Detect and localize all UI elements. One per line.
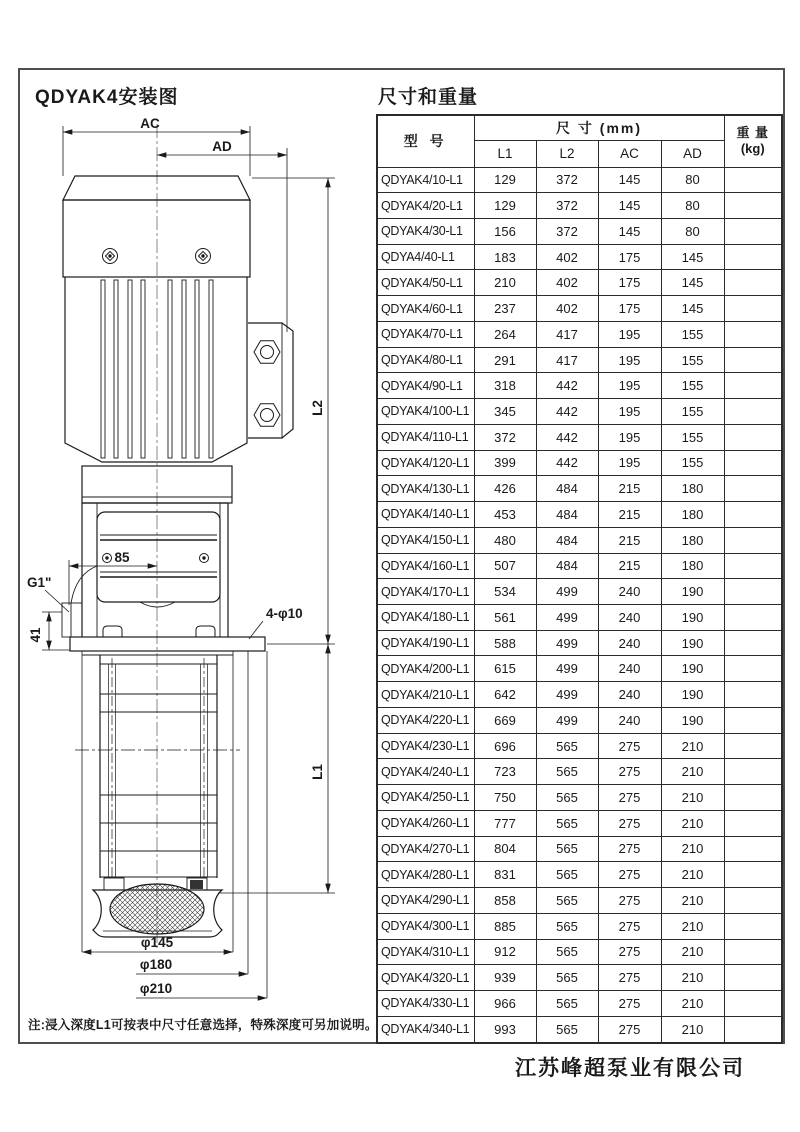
- value-cell: 499: [536, 682, 598, 708]
- model-cell: QDYAK4/340-L1: [377, 1016, 474, 1043]
- value-cell: 155: [661, 373, 724, 399]
- table-row: [377, 656, 782, 682]
- weight-cell: [724, 579, 782, 605]
- value-cell: 190: [661, 656, 724, 682]
- header-col-l1: L1: [474, 140, 536, 167]
- weight-cell: [724, 913, 782, 939]
- value-cell: 80: [661, 167, 724, 193]
- port-label-g1: G1": [27, 575, 52, 590]
- value-cell: 210: [661, 939, 724, 965]
- value-cell: 507: [474, 553, 536, 579]
- header-dims-group: 尺 寸 (mm): [474, 115, 724, 140]
- dim-label-ad: AD: [212, 139, 232, 154]
- table-row: [377, 244, 782, 270]
- model-cell: QDYAK4/190-L1: [377, 630, 474, 656]
- weight-cell: [724, 707, 782, 733]
- weight-cell: [724, 656, 782, 682]
- value-cell: 210: [661, 888, 724, 914]
- value-cell: 145: [598, 218, 661, 244]
- value-cell: 175: [598, 270, 661, 296]
- value-cell: 210: [661, 862, 724, 888]
- value-cell: 345: [474, 399, 536, 425]
- weight-cell: [724, 193, 782, 219]
- value-cell: 80: [661, 218, 724, 244]
- value-cell: 939: [474, 965, 536, 991]
- weight-cell: [724, 604, 782, 630]
- model-cell: QDYAK4/60-L1: [377, 296, 474, 322]
- table-row: [377, 424, 782, 450]
- value-cell: 190: [661, 682, 724, 708]
- value-cell: 155: [661, 450, 724, 476]
- table-row: [377, 965, 782, 991]
- model-cell: QDYAK4/100-L1: [377, 399, 474, 425]
- table-row: [377, 399, 782, 425]
- cap-screw-icon: [103, 249, 118, 264]
- dim-label-85: 85: [114, 550, 130, 565]
- value-cell: 155: [661, 399, 724, 425]
- header-weight: [724, 115, 782, 167]
- weight-cell: [724, 373, 782, 399]
- value-cell: 696: [474, 733, 536, 759]
- value-cell: 565: [536, 888, 598, 914]
- value-cell: 210: [661, 810, 724, 836]
- value-cell: 777: [474, 810, 536, 836]
- table-row: [377, 733, 782, 759]
- table-row: [377, 785, 782, 811]
- value-cell: 215: [598, 527, 661, 553]
- value-cell: 275: [598, 785, 661, 811]
- value-cell: 484: [536, 527, 598, 553]
- dimension-lines: [42, 126, 335, 998]
- value-cell: 402: [536, 270, 598, 296]
- value-cell: 484: [536, 502, 598, 528]
- weight-cell: [724, 836, 782, 862]
- value-cell: 210: [661, 1016, 724, 1043]
- value-cell: 240: [598, 604, 661, 630]
- table-row: [377, 450, 782, 476]
- model-cell: QDYAK4/330-L1: [377, 991, 474, 1017]
- table-row: [377, 167, 782, 193]
- weight-cell: [724, 733, 782, 759]
- table-title: 尺寸和重量: [378, 87, 479, 108]
- weight-cell: [724, 450, 782, 476]
- weight-cell: [724, 270, 782, 296]
- value-cell: 499: [536, 630, 598, 656]
- table-row: [377, 836, 782, 862]
- value-cell: 155: [661, 321, 724, 347]
- value-cell: 669: [474, 707, 536, 733]
- value-cell: 499: [536, 604, 598, 630]
- model-cell: QDYAK4/310-L1: [377, 939, 474, 965]
- model-cell: QDYAK4/10-L1: [377, 167, 474, 193]
- footnote: 注:浸入深度L1可按表中尺寸任意选择，特殊深度可另加说明。: [28, 1018, 378, 1032]
- weight-cell: [724, 167, 782, 193]
- table-row: [377, 707, 782, 733]
- model-cell: QDYAK4/90-L1: [377, 373, 474, 399]
- value-cell: 264: [474, 321, 536, 347]
- table-row: [377, 296, 782, 322]
- header-weight-line1: 重 量: [736, 125, 770, 140]
- weight-cell: [724, 321, 782, 347]
- value-cell: 402: [536, 296, 598, 322]
- dim-label-ac: AC: [140, 116, 160, 131]
- table-row: [377, 630, 782, 656]
- value-cell: 180: [661, 476, 724, 502]
- value-cell: 275: [598, 913, 661, 939]
- value-cell: 145: [661, 270, 724, 296]
- value-cell: 195: [598, 424, 661, 450]
- model-cell: QDYA4/40-L1: [377, 244, 474, 270]
- value-cell: 565: [536, 759, 598, 785]
- model-cell: QDYAK4/80-L1: [377, 347, 474, 373]
- model-cell: QDYAK4/200-L1: [377, 656, 474, 682]
- model-cell: QDYAK4/210-L1: [377, 682, 474, 708]
- model-cell: QDYAK4/300-L1: [377, 913, 474, 939]
- value-cell: 210: [661, 759, 724, 785]
- weight-cell: [724, 218, 782, 244]
- dim-label-41: 41: [28, 627, 43, 643]
- value-cell: 561: [474, 604, 536, 630]
- value-cell: 145: [661, 296, 724, 322]
- holes-label: 4-φ10: [266, 606, 303, 621]
- terminal-box-bolt-icon: [254, 341, 280, 364]
- value-cell: 215: [598, 553, 661, 579]
- table-row: [377, 759, 782, 785]
- weight-cell: [724, 888, 782, 914]
- model-cell: QDYAK4/220-L1: [377, 707, 474, 733]
- model-cell: QDYAK4/240-L1: [377, 759, 474, 785]
- value-cell: 442: [536, 450, 598, 476]
- value-cell: 190: [661, 604, 724, 630]
- weight-cell: [724, 399, 782, 425]
- model-cell: QDYAK4/140-L1: [377, 502, 474, 528]
- value-cell: 195: [598, 373, 661, 399]
- value-cell: 966: [474, 991, 536, 1017]
- header-weight-line2: (kg): [740, 141, 765, 157]
- value-cell: 155: [661, 424, 724, 450]
- value-cell: 565: [536, 1016, 598, 1043]
- value-cell: 372: [536, 193, 598, 219]
- company-name: 江苏峰超泵业有限公司: [515, 1057, 745, 1080]
- value-cell: 565: [536, 965, 598, 991]
- model-cell: QDYAK4/170-L1: [377, 579, 474, 605]
- model-cell: QDYAK4/130-L1: [377, 476, 474, 502]
- weight-cell: [724, 502, 782, 528]
- table-row: [377, 373, 782, 399]
- tie-rods: [109, 658, 208, 877]
- value-cell: 275: [598, 862, 661, 888]
- value-cell: 210: [661, 785, 724, 811]
- value-cell: 499: [536, 579, 598, 605]
- value-cell: 499: [536, 707, 598, 733]
- value-cell: 442: [536, 373, 598, 399]
- table-row: [377, 476, 782, 502]
- weight-cell: [724, 1016, 782, 1043]
- weight-cell: [724, 347, 782, 373]
- weight-cell: [724, 527, 782, 553]
- value-cell: 240: [598, 656, 661, 682]
- pump-outline: [62, 176, 293, 952]
- table-row: [377, 862, 782, 888]
- foot-bolt: [103, 626, 122, 637]
- value-cell: 275: [598, 1016, 661, 1043]
- value-cell: 240: [598, 682, 661, 708]
- table-row: [377, 193, 782, 219]
- value-cell: 275: [598, 965, 661, 991]
- table-row: [377, 810, 782, 836]
- table-row: [377, 347, 782, 373]
- table-row: [377, 527, 782, 553]
- model-cell: QDYAK4/250-L1: [377, 785, 474, 811]
- value-cell: 499: [536, 656, 598, 682]
- outlet-port: [71, 566, 97, 637]
- dim-label-d180: φ180: [139, 957, 173, 972]
- value-cell: 372: [536, 218, 598, 244]
- value-cell: 275: [598, 939, 661, 965]
- value-cell: 417: [536, 347, 598, 373]
- value-cell: 175: [598, 296, 661, 322]
- terminal-box-bolt-icon: [254, 404, 280, 427]
- model-cell: QDYAK4/160-L1: [377, 553, 474, 579]
- weight-cell: [724, 965, 782, 991]
- table-row: [377, 682, 782, 708]
- weight-cell: [724, 296, 782, 322]
- value-cell: 240: [598, 707, 661, 733]
- value-cell: 480: [474, 527, 536, 553]
- value-cell: 183: [474, 244, 536, 270]
- value-cell: 453: [474, 502, 536, 528]
- value-cell: 565: [536, 991, 598, 1017]
- value-cell: 210: [474, 270, 536, 296]
- pump-stage-lines: [100, 664, 217, 877]
- value-cell: 80: [661, 193, 724, 219]
- value-cell: 442: [536, 399, 598, 425]
- model-cell: QDYAK4/50-L1: [377, 270, 474, 296]
- weight-cell: [724, 991, 782, 1017]
- value-cell: 565: [536, 785, 598, 811]
- model-cell: QDYAK4/280-L1: [377, 862, 474, 888]
- motor-cap-body: [63, 200, 250, 277]
- value-cell: 190: [661, 579, 724, 605]
- value-cell: 210: [661, 991, 724, 1017]
- value-cell: 588: [474, 630, 536, 656]
- value-cell: 372: [536, 167, 598, 193]
- value-cell: 565: [536, 836, 598, 862]
- value-cell: 484: [536, 553, 598, 579]
- model-cell: QDYAK4/110-L1: [377, 424, 474, 450]
- head-screw-icon: [200, 554, 209, 563]
- weight-cell: [724, 785, 782, 811]
- value-cell: 210: [661, 733, 724, 759]
- table-row: [377, 321, 782, 347]
- model-cell: QDYAK4/290-L1: [377, 888, 474, 914]
- value-cell: 804: [474, 836, 536, 862]
- value-cell: 195: [598, 450, 661, 476]
- value-cell: 195: [598, 347, 661, 373]
- value-cell: 565: [536, 862, 598, 888]
- table-row: [377, 218, 782, 244]
- value-cell: 275: [598, 759, 661, 785]
- table-row: [377, 604, 782, 630]
- motor-body: [65, 277, 247, 462]
- model-cell: QDYAK4/70-L1: [377, 321, 474, 347]
- weight-cell: [724, 862, 782, 888]
- model-cell: QDYAK4/320-L1: [377, 965, 474, 991]
- model-cell: QDYAK4/150-L1: [377, 527, 474, 553]
- value-cell: 885: [474, 913, 536, 939]
- dimensions-table: [376, 114, 783, 1044]
- value-cell: 240: [598, 579, 661, 605]
- table-row: [377, 913, 782, 939]
- value-cell: 723: [474, 759, 536, 785]
- value-cell: 180: [661, 527, 724, 553]
- value-cell: 402: [536, 244, 598, 270]
- value-cell: 372: [474, 424, 536, 450]
- value-cell: 565: [536, 810, 598, 836]
- header-col-ad: AD: [661, 140, 724, 167]
- value-cell: 215: [598, 502, 661, 528]
- value-cell: 642: [474, 682, 536, 708]
- weight-cell: [724, 424, 782, 450]
- diagram-title: QDYAK4安装图: [35, 87, 179, 108]
- value-cell: 129: [474, 193, 536, 219]
- model-cell: QDYAK4/270-L1: [377, 836, 474, 862]
- value-cell: 195: [598, 399, 661, 425]
- strainer-mesh: [110, 884, 204, 934]
- model-cell: QDYAK4/230-L1: [377, 733, 474, 759]
- value-cell: 858: [474, 888, 536, 914]
- cap-screw-icon: [196, 249, 211, 264]
- value-cell: 565: [536, 733, 598, 759]
- value-cell: 484: [536, 476, 598, 502]
- value-cell: 750: [474, 785, 536, 811]
- dim-label-d145: φ145: [140, 935, 174, 950]
- value-cell: 145: [598, 193, 661, 219]
- value-cell: 180: [661, 502, 724, 528]
- value-cell: 195: [598, 321, 661, 347]
- value-cell: 145: [598, 167, 661, 193]
- foot-bolt: [196, 626, 215, 637]
- value-cell: 534: [474, 579, 536, 605]
- model-cell: QDYAK4/20-L1: [377, 193, 474, 219]
- weight-cell: [724, 630, 782, 656]
- weight-cell: [724, 810, 782, 836]
- value-cell: 155: [661, 347, 724, 373]
- value-cell: 215: [598, 476, 661, 502]
- table-row: [377, 502, 782, 528]
- value-cell: 190: [661, 630, 724, 656]
- mounting-plate: [70, 637, 265, 651]
- model-cell: QDYAK4/30-L1: [377, 218, 474, 244]
- value-cell: 318: [474, 373, 536, 399]
- value-cell: 210: [661, 913, 724, 939]
- weight-cell: [724, 759, 782, 785]
- value-cell: 417: [536, 321, 598, 347]
- table-row: [377, 579, 782, 605]
- value-cell: 275: [598, 991, 661, 1017]
- value-cell: 615: [474, 656, 536, 682]
- value-cell: 275: [598, 888, 661, 914]
- header-model: 型 号: [377, 115, 474, 167]
- value-cell: 175: [598, 244, 661, 270]
- model-cell: QDYAK4/260-L1: [377, 810, 474, 836]
- table-row: [377, 939, 782, 965]
- header-col-ac: AC: [598, 140, 661, 167]
- value-cell: 831: [474, 862, 536, 888]
- weight-cell: [724, 244, 782, 270]
- dim-label-l1: L1: [310, 764, 325, 780]
- value-cell: 145: [661, 244, 724, 270]
- value-cell: 565: [536, 939, 598, 965]
- value-cell: 275: [598, 810, 661, 836]
- value-cell: 237: [474, 296, 536, 322]
- value-cell: 156: [474, 218, 536, 244]
- dim-label-l2: L2: [310, 400, 325, 416]
- value-cell: 275: [598, 733, 661, 759]
- table-row: [377, 888, 782, 914]
- table-row: [377, 991, 782, 1017]
- value-cell: 426: [474, 476, 536, 502]
- value-cell: 210: [661, 836, 724, 862]
- value-cell: 291: [474, 347, 536, 373]
- value-cell: 399: [474, 450, 536, 476]
- dimension-labels: [27, 116, 325, 996]
- dim-label-d210: φ210: [139, 981, 173, 996]
- weight-cell: [724, 682, 782, 708]
- value-cell: 993: [474, 1016, 536, 1043]
- weight-cell: [724, 476, 782, 502]
- value-cell: 180: [661, 553, 724, 579]
- value-cell: 129: [474, 167, 536, 193]
- value-cell: 565: [536, 913, 598, 939]
- table-row: [377, 553, 782, 579]
- motor-cap: [63, 176, 250, 200]
- table-row: [377, 1016, 782, 1043]
- head-screw-icon: [103, 554, 112, 563]
- value-cell: 912: [474, 939, 536, 965]
- value-cell: 190: [661, 707, 724, 733]
- header-col-l2: L2: [536, 140, 598, 167]
- model-cell: QDYAK4/120-L1: [377, 450, 474, 476]
- value-cell: 240: [598, 630, 661, 656]
- value-cell: 275: [598, 836, 661, 862]
- weight-cell: [724, 939, 782, 965]
- weight-cell: [724, 553, 782, 579]
- model-cell: QDYAK4/180-L1: [377, 604, 474, 630]
- table-row: [377, 270, 782, 296]
- value-cell: 442: [536, 424, 598, 450]
- value-cell: 210: [661, 965, 724, 991]
